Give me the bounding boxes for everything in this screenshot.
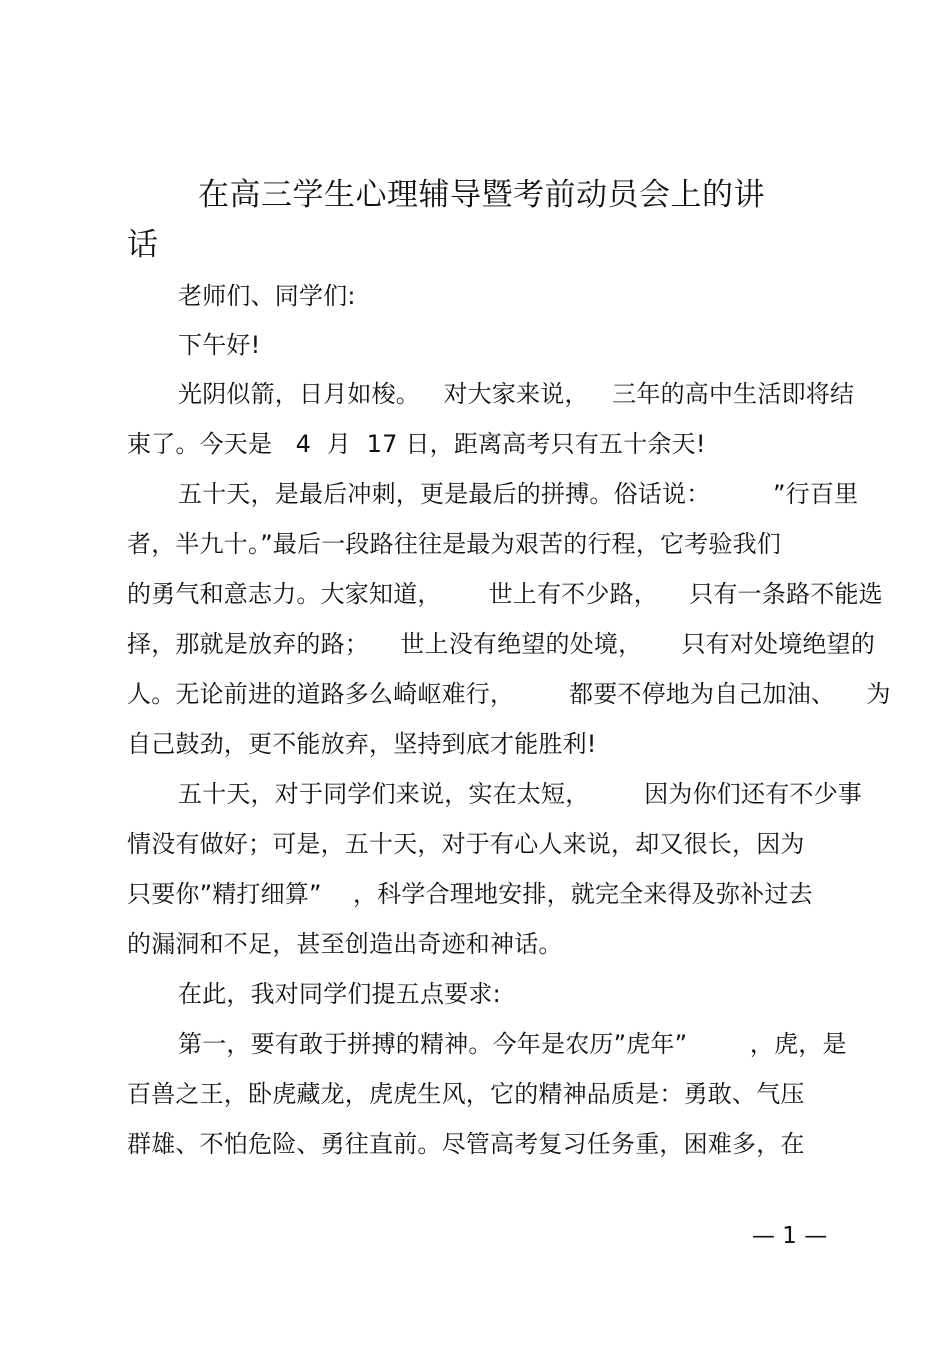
paragraph-3-line-3: 只要你”精打细算” ，科学合理地安排，就完全来得及弥补过去 — [127, 880, 813, 908]
paragraph-1-line-1: 光阴似箭，日月如梭。 对大家来说， 三年的高中生活即将结 — [178, 380, 855, 408]
document-title-line-1: 在高三学生心理辅导暨考前动员会上的讲 — [198, 177, 765, 213]
salutation: 下午好! — [178, 331, 261, 359]
page-number: — 1 — — [752, 1223, 828, 1249]
paragraph-3-line-2: 情没有做好；可是，五十天，对于有心人来说，却又很长，因为 — [127, 830, 805, 858]
document-title-line-2: 话 — [127, 227, 159, 263]
paragraph-2-line-4: 择，那就是放弃的路； 世上没有绝望的处境， 只有对处境绝望的 — [127, 630, 876, 658]
paragraph-5-line-3: 群雄、不怕危险、勇往直前。尽管高考复习任务重，困难多，在 — [127, 1130, 805, 1158]
paragraph-3-line-4: 的漏洞和不足，甚至创造出奇迹和神话。 — [127, 930, 563, 958]
paragraph-2-line-6: 自己鼓劲，更不能放弃，坚持到底才能胜利! — [127, 730, 597, 758]
paragraph-4: 在此，我对同学们提五点要求: — [178, 980, 501, 1008]
greeting: 老师们、同学们: — [178, 282, 356, 310]
paragraph-3-line-1: 五十天，对于同学们来说，实在太短， 因为你们还有不少事 — [178, 780, 863, 808]
paragraph-5-line-1: 第一，要有敢于拼搏的精神。今年是农历”虎年” ，虎，是 — [178, 1030, 847, 1058]
paragraph-2-line-1: 五十天，是最后冲刺，更是最后的拼搏。俗话说： ”行百里 — [178, 480, 859, 508]
paragraph-1-line-2: 束了。今天是 4 月 17 日，距离高考只有五十余天! — [127, 430, 706, 458]
paragraph-2-line-2: 者，半九十。”最后一段路往往是最为艰苦的行程，它考验我们 — [127, 530, 782, 558]
paragraph-2-line-5: 人。无论前进的道路多么崎岖难行， 都要不停地为自己加油、 为 — [127, 680, 891, 708]
paragraph-5-line-2: 百兽之王，卧虎藏龙，虎虎生风，它的精神品质是：勇敢、气压 — [127, 1080, 805, 1108]
paragraph-2-line-3: 的勇气和意志力。大家知道， 世上有不少路， 只有一条路不能选 — [127, 580, 883, 608]
